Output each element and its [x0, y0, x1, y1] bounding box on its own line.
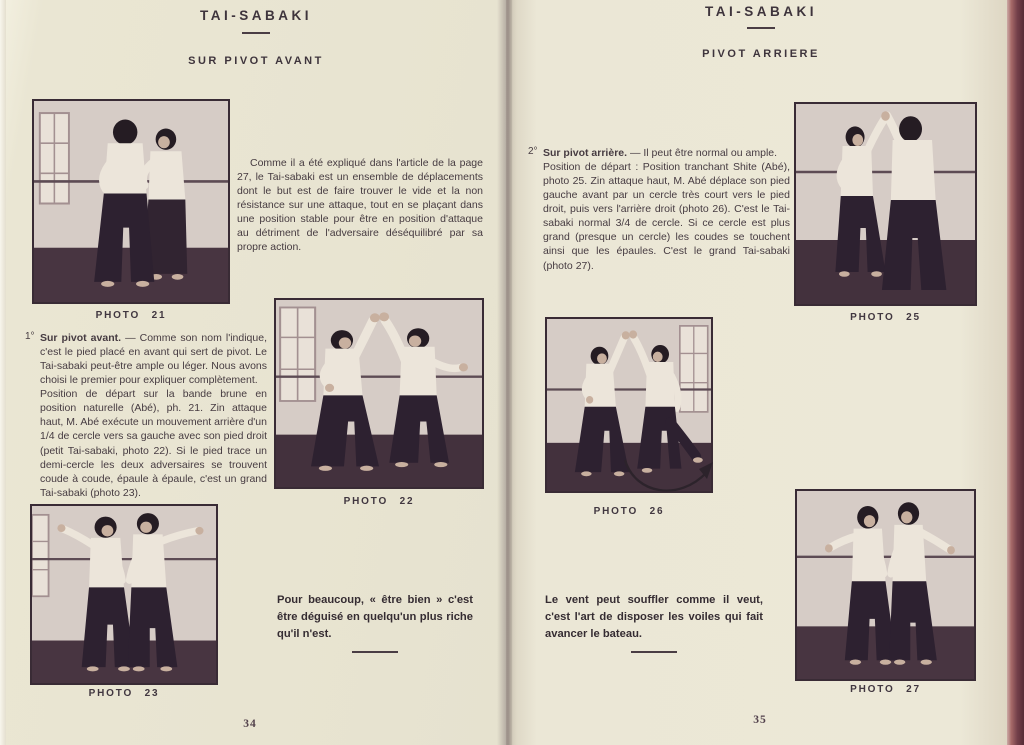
page-number-35: 35 [753, 714, 767, 726]
item-1-dash: — [125, 332, 136, 344]
title-rule-right [747, 27, 775, 29]
photo-25-caption: PHOTO 25 [850, 312, 921, 323]
item-1-number: 1° [25, 331, 35, 342]
item-1-paragraph [40, 331, 267, 387]
quote-right-rule [631, 651, 677, 653]
movement-arrow [615, 452, 725, 508]
item-2-number: 2° [528, 146, 538, 157]
item-2-paragraph-2: Position de départ : Position tranchant Shite (Abé), photo 25. Zin attaque haut, M. Abé déplace son pied gauche avant par un cercle très court vers le pied droit, puis vers l'arrière droit (photo 26). C'est le Tai-sabaki normal 3/4 de cercle. Si ce cercle est plus grand (presque un cercle) les coudes se touchent ainsi que les épaules. C'est le grand Tai-sabaki (photo 27). [543, 161, 790, 272]
quote-left-rule [352, 651, 398, 653]
photo-25-scene [796, 104, 975, 304]
numbered-item-2 [528, 146, 790, 273]
page-35 [512, 0, 1010, 745]
page-title-right: TAI-SABAKI [705, 4, 817, 19]
photo-23 [30, 504, 218, 685]
photo-27 [795, 489, 976, 681]
page-title-left: TAI-SABAKI [200, 8, 312, 23]
photo-21 [32, 99, 230, 304]
photo-22-caption: PHOTO 22 [343, 496, 415, 507]
book-gutter [497, 0, 517, 745]
item-2-lead: Sur pivot arrière. [543, 147, 628, 159]
photo-27-scene [797, 491, 974, 679]
quote-right [545, 592, 763, 653]
intro-paragraph: Comme il a été expliqué dans l'article de la page 27, le Tai-sabaki est un ensemble de déplacements dont le but est de faire trouver le vide et la non résistance sur une attaque, tout en se plaçant dans une position stable pour être en position d'attaque au détriment de l'adversaire déséquilibré par sa propre action. [237, 157, 483, 254]
photo-25 [794, 102, 977, 306]
page-number-34: 34 [243, 718, 257, 730]
title-rule-left [242, 32, 270, 34]
quote-left [277, 592, 473, 653]
photo-22 [274, 298, 484, 489]
page-34 [6, 0, 506, 745]
section-title-right: PIVOT ARRIERE [702, 48, 820, 60]
photo-22-scene [276, 300, 482, 487]
photo-26-caption: PHOTO 26 [593, 506, 665, 517]
photo-21-caption: PHOTO 21 [95, 310, 167, 321]
section-title-left: SUR PIVOT AVANT [188, 55, 324, 67]
item-2-text: Il peut être normal ou ample. [643, 147, 778, 159]
item-2-paragraph [543, 146, 790, 160]
photo-27-caption: PHOTO 27 [850, 684, 921, 695]
item-1-lead: Sur pivot avant. [40, 332, 122, 344]
item-1-text: Comme son nom l'indique, c'est le pied placé en avant qui sert de pivot. Le Tai-sabaki peut-être ample ou léger. Nous avons choisi le premier pour expliquer complètement. [40, 332, 267, 387]
photo-23-scene [32, 506, 216, 683]
photo-21-scene [34, 101, 228, 302]
book-cover-edge [1007, 0, 1024, 745]
photo-23-caption: PHOTO 23 [88, 688, 160, 699]
item-2-dash: — [629, 147, 641, 159]
numbered-item-1 [25, 331, 267, 500]
quote-right-text: Le vent peut souffler comme il veut, c'est l'art de disposer les voiles qui fait avancer le bateau. [545, 594, 763, 640]
item-1-paragraph-2: Position de départ sur la bande brune en position naturelle (Abé), ph. 21. Zin attaque haut, M. Abé exécute un mouvement arrière d'un 1/4 de cercle vers sa gauche avec son pied droit (petit Tai-sabaki, photo 22). Si le pied trace un demi-cercle les deux adversaires se trouvent coude à coude, épaule à épaule, c'est un grand Tai-sabaki (photo 23). [40, 388, 267, 499]
quote-left-text: Pour beaucoup, « être bien » c'est être déguisé en quelqu'un plus riche qu'il n'est. [277, 594, 473, 640]
